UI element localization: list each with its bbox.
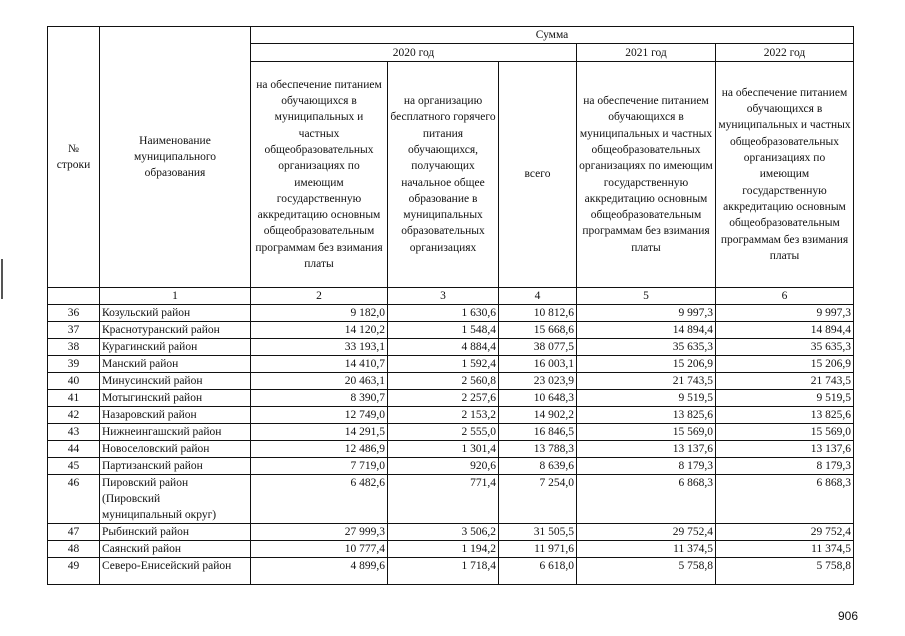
row-number: 38 [48, 339, 100, 356]
value-2021: 11 374,5 [577, 541, 716, 558]
column-number-cell: 3 [388, 288, 499, 305]
municipality-name: Северо-Енисейский район [100, 558, 251, 585]
value-2020-meals: 12 486,9 [251, 441, 388, 458]
table-row [48, 558, 854, 585]
value-2020-hot-meals: 3 506,2 [388, 524, 499, 541]
value-2022: 11 374,5 [716, 541, 854, 558]
value-2022: 15 569,0 [716, 424, 854, 441]
value-2021: 8 179,3 [577, 458, 716, 475]
value-2020-hot-meals: 771,4 [388, 475, 499, 524]
value-2021: 21 743,5 [577, 373, 716, 390]
row-number: 45 [48, 458, 100, 475]
value-2022: 9 519,5 [716, 390, 854, 407]
table-row [48, 424, 854, 441]
value-2020-hot-meals: 1 630,6 [388, 305, 499, 322]
value-2022: 9 997,3 [716, 305, 854, 322]
value-2020-hot-meals: 2 555,0 [388, 424, 499, 441]
municipality-name: Минусинский район [100, 373, 251, 390]
column-number-row [48, 288, 854, 305]
row-number: 40 [48, 373, 100, 390]
scan-margin-mark [1, 259, 3, 299]
value-2020-hot-meals: 2 153,2 [388, 407, 499, 424]
value-2020-meals: 12 749,0 [251, 407, 388, 424]
table-row [48, 441, 854, 458]
value-2022: 15 206,9 [716, 356, 854, 373]
value-2020-meals: 14 410,7 [251, 356, 388, 373]
value-2022: 13 137,6 [716, 441, 854, 458]
value-2020-meals: 6 482,6 [251, 475, 388, 524]
value-2020-meals: 27 999,3 [251, 524, 388, 541]
value-2020-hot-meals: 920,6 [388, 458, 499, 475]
municipality-name: Саянский район [100, 541, 251, 558]
table-row [48, 322, 854, 339]
value-2020-meals: 14 120,2 [251, 322, 388, 339]
table-row [48, 407, 854, 424]
value-2020-hot-meals: 4 884,4 [388, 339, 499, 356]
value-2020-meals: 10 777,4 [251, 541, 388, 558]
table-row [48, 390, 854, 407]
row-number: 39 [48, 356, 100, 373]
page-number: 906 [838, 609, 859, 623]
value-2020-hot-meals: 1 301,4 [388, 441, 499, 458]
value-2020-total: 10 648,3 [499, 390, 577, 407]
column-number-cell [48, 288, 100, 305]
value-2020-meals: 14 291,5 [251, 424, 388, 441]
table-row [48, 373, 854, 390]
value-2022: 29 752,4 [716, 524, 854, 541]
value-2022: 35 635,3 [716, 339, 854, 356]
value-2020-total: 8 639,6 [499, 458, 577, 475]
value-2020-total: 16 003,1 [499, 356, 577, 373]
header-2021-meals-funding: на обеспечение питанием обучающихся в муниципальных и частных общеобразовательных организациях по имеющим государственную аккредитацию основным общеобразовательным программам без взимания платы [577, 62, 716, 288]
header-year-2020: 2020 год [251, 44, 577, 62]
value-2020-total: 14 902,2 [499, 407, 577, 424]
municipality-name: Козульский район [100, 305, 251, 322]
municipality-name: Назаровский район [100, 407, 251, 424]
value-2020-meals: 20 463,1 [251, 373, 388, 390]
row-number: 37 [48, 322, 100, 339]
municipality-name: Нижнеингашский район [100, 424, 251, 441]
table-row [48, 339, 854, 356]
municipality-name: Манский район [100, 356, 251, 373]
row-number: 36 [48, 305, 100, 322]
header-year-2021: 2021 год [577, 44, 716, 62]
municipality-name: Партизанский район [100, 458, 251, 475]
header-municipality-name: Наименование муниципального образования [100, 27, 251, 288]
value-2022: 6 868,3 [716, 475, 854, 524]
municipality-name: Новоселовский район [100, 441, 251, 458]
header-2022-meals-funding: на обеспечение питанием обучающихся в муниципальных и частных общеобразовательных организациях по имеющим государственную аккредитацию основным общеобразовательным программам без взимания платы [716, 62, 854, 288]
column-number-cell: 6 [716, 288, 854, 305]
header-2020-total: всего [499, 62, 577, 288]
funding-table [47, 26, 854, 585]
table-row [48, 305, 854, 322]
header-row-number: № строки [48, 27, 100, 288]
value-2020-hot-meals: 2 560,8 [388, 373, 499, 390]
value-2020-total: 6 618,0 [499, 558, 577, 585]
value-2022: 14 894,4 [716, 322, 854, 339]
value-2021: 35 635,3 [577, 339, 716, 356]
header-sum: Сумма [251, 27, 854, 44]
header-year-2022: 2022 год [716, 44, 854, 62]
column-number-cell: 5 [577, 288, 716, 305]
value-2021: 15 569,0 [577, 424, 716, 441]
row-number: 49 [48, 558, 100, 585]
value-2020-total: 38 077,5 [499, 339, 577, 356]
table-row [48, 541, 854, 558]
value-2020-total: 16 846,5 [499, 424, 577, 441]
value-2020-total: 10 812,6 [499, 305, 577, 322]
column-number-cell: 4 [499, 288, 577, 305]
column-number-cell: 1 [100, 288, 251, 305]
value-2020-total: 15 668,6 [499, 322, 577, 339]
municipality-name: Рыбинский район [100, 524, 251, 541]
column-number-cell: 2 [251, 288, 388, 305]
value-2021: 15 206,9 [577, 356, 716, 373]
value-2020-hot-meals: 1 718,4 [388, 558, 499, 585]
value-2021: 6 868,3 [577, 475, 716, 524]
value-2020-meals: 8 390,7 [251, 390, 388, 407]
header-2020-meals-funding: на обеспечение питанием обучающихся в муниципальных и частных общеобразовательных организациях по имеющим государственную аккредитацию основным общеобразовательным программам без взимания платы [251, 62, 388, 288]
value-2022: 13 825,6 [716, 407, 854, 424]
value-2020-hot-meals: 1 592,4 [388, 356, 499, 373]
value-2020-total: 11 971,6 [499, 541, 577, 558]
municipality-name: Краснотуранский район [100, 322, 251, 339]
table-row [48, 356, 854, 373]
municipality-name: Пировский район (Пировский муниципальный округ) [100, 475, 251, 524]
row-number: 46 [48, 475, 100, 524]
value-2022: 21 743,5 [716, 373, 854, 390]
value-2021: 5 758,8 [577, 558, 716, 585]
value-2020-hot-meals: 1 194,2 [388, 541, 499, 558]
value-2020-meals: 33 193,1 [251, 339, 388, 356]
value-2020-meals: 7 719,0 [251, 458, 388, 475]
value-2022: 5 758,8 [716, 558, 854, 585]
value-2020-total: 23 023,9 [499, 373, 577, 390]
value-2020-total: 13 788,3 [499, 441, 577, 458]
value-2021: 14 894,4 [577, 322, 716, 339]
table-row [48, 524, 854, 541]
table-body [48, 305, 854, 585]
value-2020-meals: 9 182,0 [251, 305, 388, 322]
header-2020-hot-meals: на организацию бесплатного горячего питания обучающихся, получающих начальное общее образование в муниципальных образовательных организациях [388, 62, 499, 288]
municipality-name: Курагинский район [100, 339, 251, 356]
value-2021: 9 997,3 [577, 305, 716, 322]
row-number: 43 [48, 424, 100, 441]
row-number: 47 [48, 524, 100, 541]
table-row [48, 458, 854, 475]
value-2020-meals: 4 899,6 [251, 558, 388, 585]
value-2020-hot-meals: 2 257,6 [388, 390, 499, 407]
value-2021: 13 825,6 [577, 407, 716, 424]
row-number: 48 [48, 541, 100, 558]
value-2021: 13 137,6 [577, 441, 716, 458]
row-number: 41 [48, 390, 100, 407]
value-2021: 29 752,4 [577, 524, 716, 541]
table-row [48, 475, 854, 524]
value-2020-total: 31 505,5 [499, 524, 577, 541]
table-header [48, 27, 854, 305]
value-2022: 8 179,3 [716, 458, 854, 475]
value-2020-total: 7 254,0 [499, 475, 577, 524]
row-number: 42 [48, 407, 100, 424]
row-number: 44 [48, 441, 100, 458]
municipality-name: Мотыгинский район [100, 390, 251, 407]
value-2020-hot-meals: 1 548,4 [388, 322, 499, 339]
value-2021: 9 519,5 [577, 390, 716, 407]
